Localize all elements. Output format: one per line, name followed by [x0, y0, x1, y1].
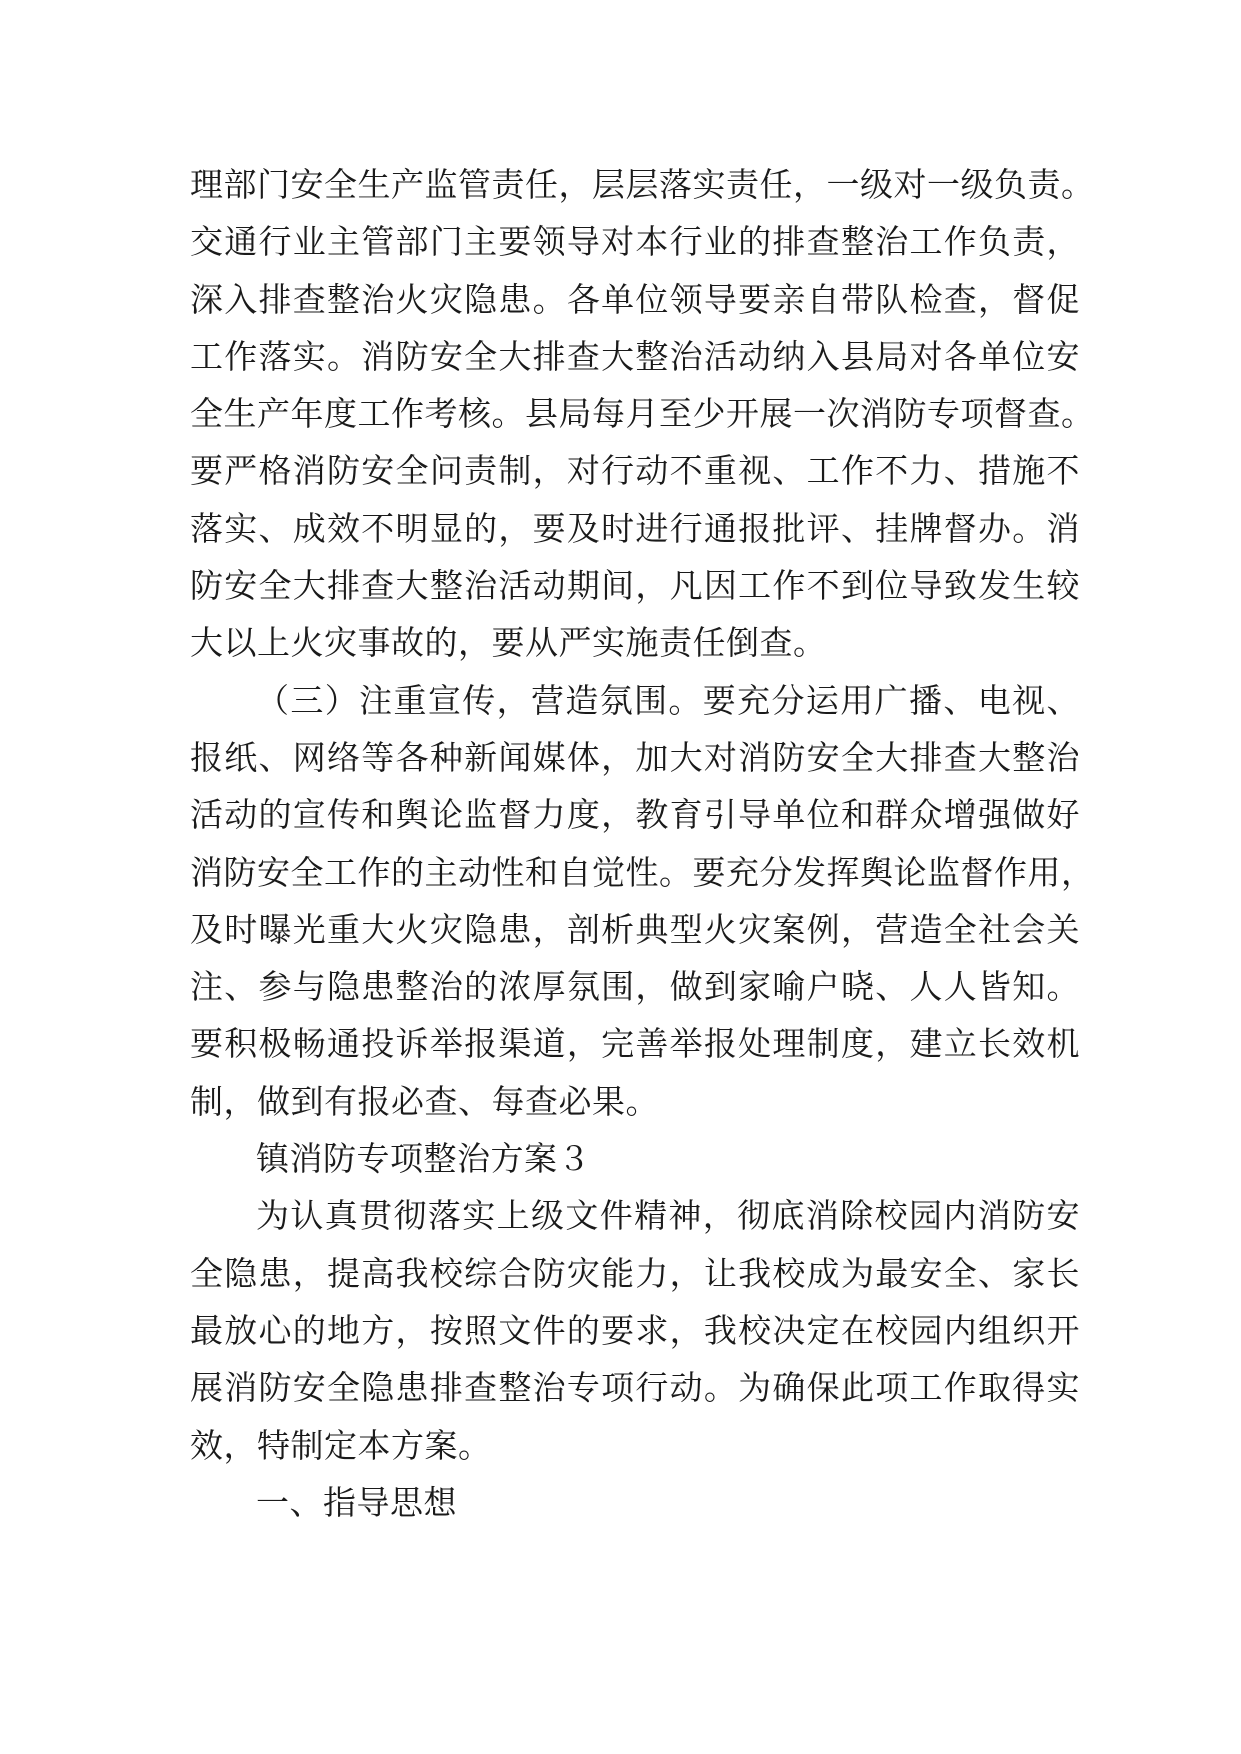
- text-line: （三）注重宣传，营造氛围。要充分运用广播、电视、: [256, 680, 1080, 720]
- document-body: [190, 156, 1095, 1531]
- text-line: 活动的宣传和舆论监督力度，教育引导单位和群众增强做好: [190, 795, 1080, 835]
- text-line: 镇消防专项整治方案３: [256, 1139, 591, 1179]
- text-line: 为认真贯彻落实上级文件精神，彻底消除校园内消防安: [256, 1196, 1080, 1236]
- text-line: 大以上火灾事故的，要从严实施责任倒查。: [190, 623, 827, 663]
- text-line: 展消防安全隐患排查整治专项行动。为确保此项工作取得实: [190, 1368, 1080, 1408]
- text-line: 效，特制定本方案。: [190, 1425, 492, 1465]
- text-line: 制，做到有报必查、每查必果。: [190, 1081, 659, 1121]
- text-line: 注、参与隐患整治的浓厚氛围，做到家喻户晓、人人皆知。: [190, 967, 1080, 1007]
- text-line: 全隐患，提高我校综合防灾能力，让我校成为最安全、家长: [190, 1253, 1080, 1293]
- text-line: 落实、成效不明显的，要及时进行通报批评、挂牌督办。消: [190, 508, 1080, 548]
- text-line: 报纸、网络等各种新闻媒体，加大对消防安全大排查大整治: [190, 737, 1080, 777]
- text-line: 及时曝光重大火灾隐患，剖析典型火灾案例，营造全社会关: [190, 909, 1080, 949]
- text-line: 全生产年度工作考核。县局每月至少开展一次消防专项督查。: [190, 394, 1095, 434]
- text-line: 防安全大排查大整治活动期间，凡因工作不到位导致发生较: [190, 566, 1080, 606]
- text-line: 要积极畅通投诉举报渠道，完善举报处理制度，建立长效机: [190, 1024, 1080, 1064]
- text-line: 深入排查整治火灾隐患。各单位领导要亲自带队检查，督促: [190, 279, 1080, 319]
- text-line: 交通行业主管部门主要领导对本行业的排查整治工作负责，: [190, 222, 1080, 262]
- text-line: 要严格消防安全问责制，对行动不重视、工作不力、措施不: [190, 451, 1080, 491]
- text-line: 一、指导思想: [256, 1482, 457, 1522]
- text-line: 消防安全工作的主动性和自觉性。要充分发挥舆论监督作用，: [190, 852, 1095, 892]
- text-line: 工作落实。消防安全大排查大整治活动纳入县局对各单位安: [190, 336, 1080, 376]
- text-line: 理部门安全生产监管责任，层层落实责任，一级对一级负责。: [190, 165, 1095, 204]
- text-line: 最放心的地方，按照文件的要求，我校决定在校园内组织开: [190, 1310, 1080, 1350]
